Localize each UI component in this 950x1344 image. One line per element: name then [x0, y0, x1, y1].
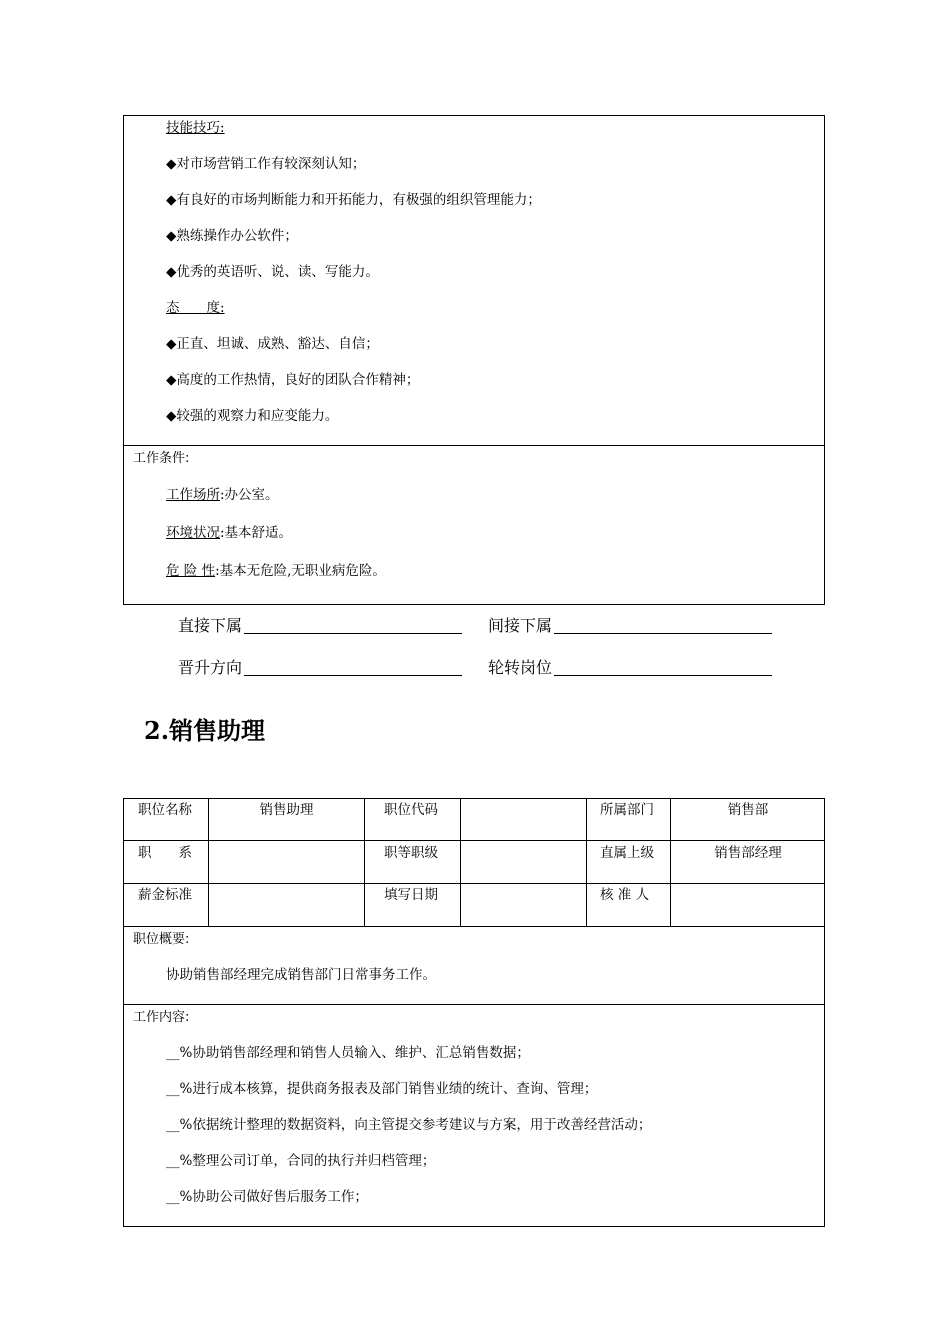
indirect-subordinate-blank [554, 633, 772, 634]
direct-subordinate-label: 直接下属 [178, 616, 243, 635]
conditions-heading: 工作条件: [133, 451, 190, 466]
table-rule [460, 798, 461, 926]
table-rule [123, 840, 825, 841]
table-rule [586, 798, 587, 926]
duty-item: __%协助销售部经理和销售人员输入、维护、汇总销售数据； [166, 1045, 530, 1061]
attitude-heading: 态 度: [166, 300, 225, 316]
attitude-item: ◆高度的工作热情，良好的团队合作精神； [166, 372, 420, 388]
skill-item: ◆熟练操作办公软件； [166, 228, 298, 244]
skill-item: ◆对市场营销工作有较深刻认知； [166, 156, 366, 172]
cell-label-salary: 薪金标准 [138, 887, 192, 903]
place-label: 工作场所 [166, 487, 220, 503]
env-label: 环境状况 [166, 525, 220, 541]
overview-text: 协助销售部经理完成销售部门日常事务工作。 [166, 967, 436, 983]
duty-item: __%进行成本核算，提供商务报表及部门销售业绩的统计、查询、管理； [166, 1081, 598, 1097]
cell-label-department: 所属部门 [600, 802, 654, 818]
duty-item: __%协助公司做好售后服务工作； [166, 1189, 368, 1205]
direct-subordinate-blank [244, 633, 462, 634]
condition-risk [166, 563, 386, 579]
cell-value-position-name: 销售助理 [259, 802, 314, 818]
cell-label-job-family: 职 系 [138, 845, 192, 861]
rotation-label: 轮转岗位 [488, 658, 553, 677]
table-rule [123, 1004, 825, 1005]
condition-place [166, 487, 279, 503]
promotion-blank [244, 675, 462, 676]
cell-label-supervisor: 直属上级 [600, 845, 654, 861]
skill-item: ◆优秀的英语听、说、读、写能力。 [166, 264, 379, 280]
place-value: :办公室。 [220, 487, 279, 503]
overview-heading: 职位概要: [133, 932, 190, 947]
cell-label-approver: 核 准 人 [600, 887, 650, 903]
risk-value: :基本无危险,无职业病危险。 [215, 563, 386, 579]
skill-item: ◆有良好的市场判断能力和开拓能力，有极强的组织管理能力； [166, 192, 541, 208]
condition-env [166, 525, 292, 541]
cell-label-grade: 职等职级 [384, 845, 438, 861]
cell-value-department: 销售部 [727, 802, 769, 818]
cell-value-supervisor: 销售部经理 [714, 845, 782, 861]
duties-heading: 工作内容: [133, 1010, 190, 1025]
indirect-subordinate-label: 间接下属 [488, 616, 553, 635]
attitude-item: ◆正直、坦诚、成熟、豁达、自信； [166, 336, 379, 352]
cell-label-position-code: 职位代码 [384, 802, 438, 818]
promotion-label: 晋升方向 [178, 658, 243, 677]
section-title: 2.销售助理 [144, 716, 266, 745]
duty-item: __%整理公司订单，合同的执行并归档管理； [166, 1153, 436, 1169]
table-rule [123, 926, 825, 927]
duty-item: __%依据统计整理的数据资料，向主管提交参考建议与方案，用于改善经营活动； [166, 1117, 652, 1133]
skills-heading: 技能技巧: [166, 120, 225, 136]
cell-label-position-name: 职位名称 [138, 802, 192, 818]
table-rule [123, 883, 825, 884]
env-value: :基本舒适。 [220, 525, 293, 541]
table-rule [364, 798, 365, 926]
attitude-item: ◆较强的观察力和应变能力。 [166, 408, 339, 424]
rotation-blank [554, 675, 772, 676]
risk-label: 危 险 性 [166, 563, 216, 579]
cell-label-fill-date: 填写日期 [384, 887, 438, 903]
